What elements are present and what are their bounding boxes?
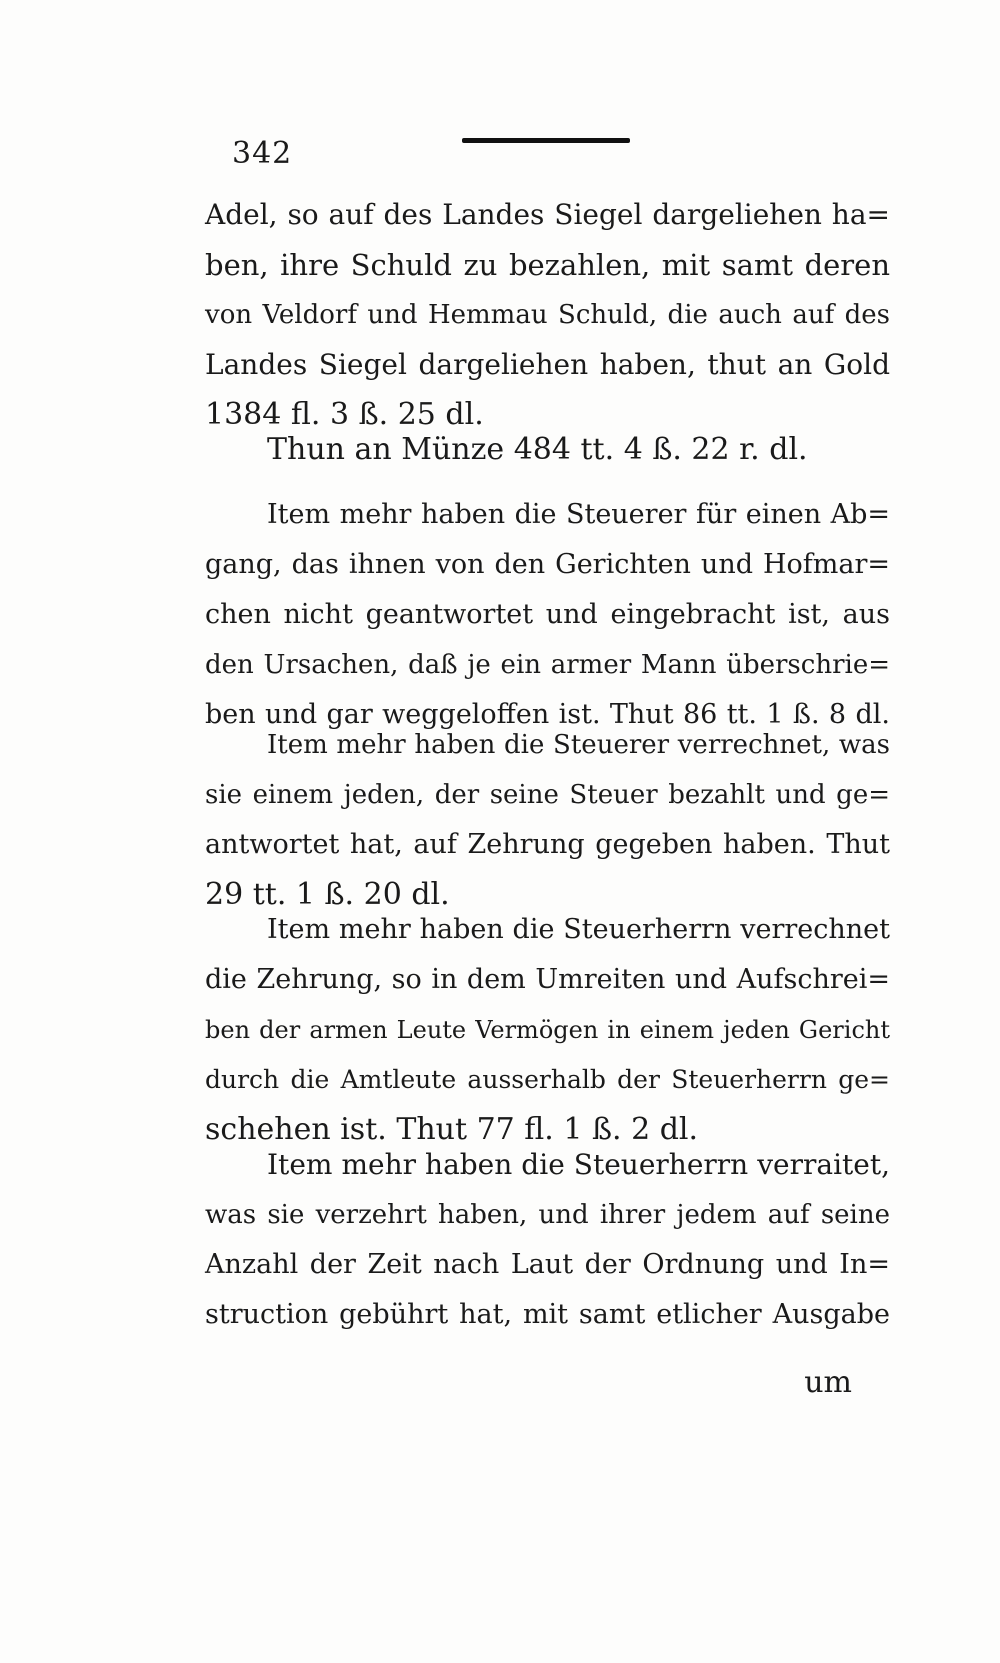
text-line: die Zehrung, so in dem Umreiten und Aufschrei=: [205, 964, 890, 995]
text-line: den Ursachen, daß je ein armer Mann überschrie=: [205, 650, 890, 680]
text-line: 29 tt. 1 ß. 20 dl.: [205, 877, 450, 912]
page-header: [0, 0, 1000, 180]
text-line: ben, ihre Schuld zu bezahlen, mit samt deren: [205, 248, 890, 282]
paragraph-3: [205, 490, 890, 740]
text-line: ben und gar weggeloffen ist. Thut 86 tt. 1 ß. 8 dl.: [205, 699, 890, 730]
text-line: Item mehr haben die Steuerer verrechnet, was: [267, 730, 890, 760]
text-line: Item mehr haben die Steuerherrn verrechnet: [267, 914, 890, 945]
text-line: gang, das ihnen von den Gerichten und Hofmar=: [205, 549, 890, 580]
catchword: um: [804, 1365, 852, 1400]
page-number: 342: [232, 136, 293, 171]
paragraph-4: [205, 720, 890, 920]
text-line: was sie verzehrt haben, und ihrer jedem auf seine: [205, 1200, 890, 1230]
text-line: antwortet hat, auf Zehrung gegeben haben. Thut: [205, 829, 890, 860]
text-line: chen nicht geantwortet und eingebracht ist, aus: [205, 599, 890, 630]
header-rule: [462, 138, 630, 143]
text-line: schehen ist. Thut 77 fl. 1 ß. 2 dl.: [205, 1112, 699, 1147]
text-line: Anzahl der Zeit nach Laut der Ordnung und In=: [205, 1249, 890, 1280]
paragraph-1: [205, 190, 890, 440]
paragraph-6: [205, 1140, 890, 1340]
text-line: Item mehr haben die Steuerer für einen Ab=: [267, 499, 890, 530]
text-line: von Veldorf und Hemmau Schuld, die auch auf des: [205, 300, 890, 330]
paragraph-2: [205, 425, 890, 475]
text-line: Thun an Münze 484 tt. 4 ß. 22 r. dl.: [267, 432, 808, 467]
text-line: Landes Siegel dargeliehen haben, thut an Gold: [205, 348, 890, 381]
text-line: Item mehr haben die Steuerherrn verraitet,: [267, 1148, 890, 1181]
paragraph-5: [205, 905, 890, 1155]
text-line: 1384 fl. 3 ß. 25 dl.: [205, 397, 484, 432]
text-line: sie einem jeden, der seine Steuer bezahlt und ge=: [205, 780, 890, 810]
text-line: ben der armen Leute Vermögen in einem jeden Gericht: [205, 1016, 890, 1044]
text-line: struction gebührt hat, mit samt etlicher Ausgabe: [205, 1299, 890, 1330]
text-line: Adel, so auf des Landes Siegel dargeliehen ha=: [205, 198, 890, 231]
text-line: durch die Amtleute ausserhalb der Steuerherrn ge=: [205, 1065, 890, 1094]
